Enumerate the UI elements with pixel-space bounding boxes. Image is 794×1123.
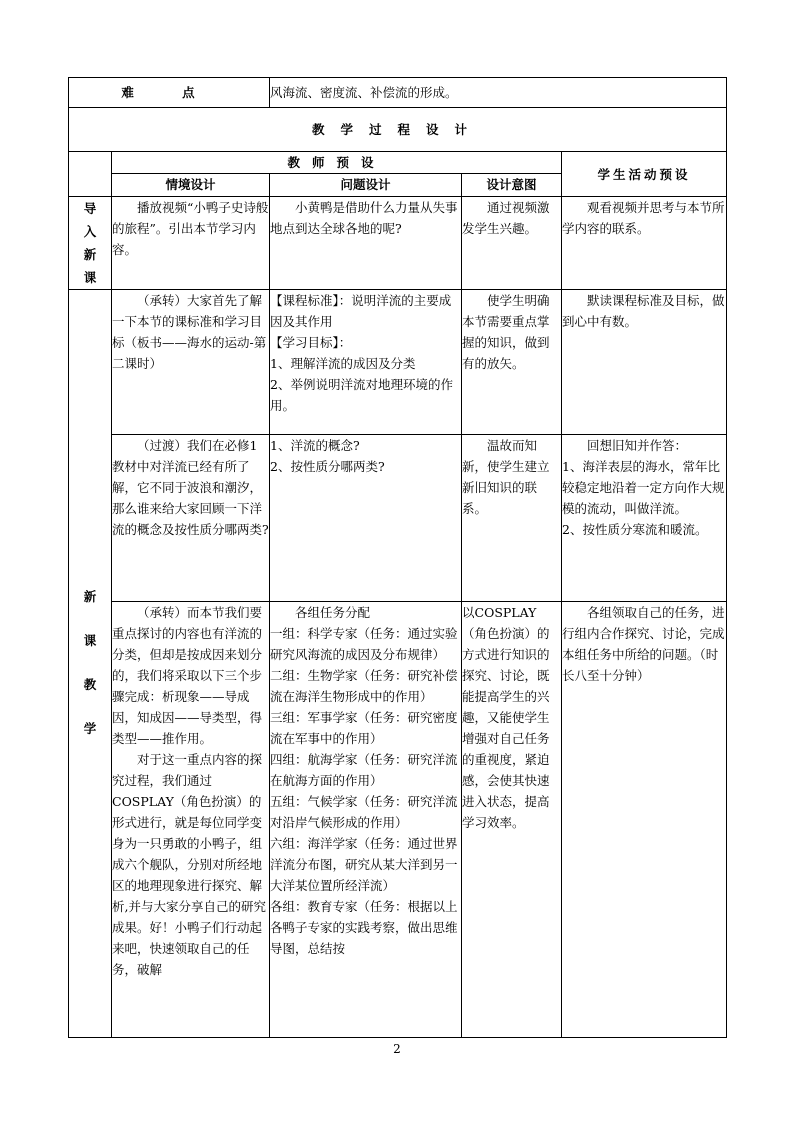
new2-situation: （过渡）我们在必修1教材中对洋流已经有所了解，它不同于波浪和潮汐，那么谁来给大家回顾一下洋流的概念及按性质分哪两类? [112, 435, 270, 602]
new2-question [270, 435, 462, 602]
new-row-1 [69, 290, 727, 435]
new1-question-line: 【学习目标】： [270, 335, 352, 350]
question-design-header: 问题设计 [270, 174, 462, 197]
new-row-2 [69, 435, 727, 602]
intro-row [69, 197, 727, 290]
situation-design-header: 情境设计 [112, 174, 270, 197]
intro-label [69, 197, 112, 290]
new3-question-line: 二组：生物学家（任务：研究补偿流在海洋生物形成中的作用） [270, 668, 458, 704]
new3-question-line: 六组：海洋学家（任务：通过世界洋流分布图，研究从某大洋到另一大洋某位置所经洋流） [270, 836, 458, 893]
process-title: 教学过程设计 [69, 108, 727, 152]
new1-question-line: 【课程标准】：说明洋流的主要成因及其作用 [270, 293, 452, 329]
intro-label-char: 课 [83, 270, 97, 285]
new2-student-line: 1、海洋表层的海水，常年比较稳定地沿着一定方向作大规模的流动，叫做洋流。 [562, 459, 725, 516]
new-lesson-label-char: 学 [83, 721, 97, 736]
nandian-text: 风海流、密度流、补偿流的形成。 [270, 85, 458, 100]
new1-intent: 使学生明确本节需要重点掌握的知识，做到有的放矢。 [462, 290, 562, 435]
new2-question-line: 2、按性质分哪两类? [270, 459, 385, 474]
corner-cell [69, 152, 112, 197]
new3-intent: 以COSPLAY（角色扮演）的方式进行知识的探究、讨论，既能提高学生的兴趣，又能使学生增强对自己任务的重视度，紧迫感，会使其快速进入状态，提高学习效率。 [462, 602, 562, 1038]
nandian-row [69, 78, 727, 108]
new3-question [270, 602, 462, 1038]
new1-question-line: 1、理解洋流的成因及分类 [270, 356, 416, 371]
nandian-label: 难 点 [69, 78, 270, 108]
new3-situation-p2: 对于这一重点内容的探究过程，我们通过COSPLAY（角色扮演）的形式进行，就是每位同学变身为一只勇敢的小鸭子，组成六个舰队，分别对所经地区的地理现象进行探究、解析,并与大家分享自己的研究成果。好！小鸭子们行动起来吧，快速领取自己的任务，破解 [112, 752, 266, 977]
intro-label-char: 导 [83, 201, 97, 216]
new2-student-line: 2、按性质分寒流和暖流。 [562, 522, 708, 537]
new1-student: 默读课程标准及目标，做到心中有数。 [562, 290, 727, 435]
new-lesson-label-char: 课 [83, 633, 97, 648]
nandian-content [270, 78, 727, 108]
new2-question-line: 1、洋流的概念? [270, 438, 360, 453]
new3-question-line: 各组：教育专家（任务：根据以上各鸭子专家的实践考察，做出思维导图，总结按 [270, 899, 458, 956]
intro-intent: 通过视频激发学生兴趣。 [462, 197, 562, 290]
lesson-plan-table [68, 77, 727, 1038]
new3-question-title: 各组任务分配 [295, 605, 371, 620]
new-lesson-label [69, 290, 112, 1038]
intro-situation: 播放视频“小鸭子史诗般的旅程”。引出本节学习内容。 [112, 197, 270, 290]
page-number: 2 [393, 1042, 401, 1056]
intro-label-char: 入 [83, 224, 97, 239]
new3-question-line: 一组：科学专家（任务：通过实验研究风海流的成因及分布规律） [270, 626, 458, 662]
new3-situation [112, 602, 270, 1038]
new1-question [270, 290, 462, 435]
new2-intent: 温故而知新，使学生建立新旧知识的联系。 [462, 435, 562, 602]
teacher-preset-header: 教师预设 [112, 152, 562, 174]
new1-question-line: 2、举例说明洋流对地理环境的作用。 [270, 377, 453, 413]
new2-student-line: 回想旧知并作答： [587, 438, 688, 453]
intro-label-char: 新 [83, 247, 97, 262]
new-row-3 [69, 602, 727, 1038]
intro-question: 小黄鸭是借助什么力量从失事地点到达全球各地的呢? [270, 197, 462, 290]
new3-situation-p1: （承转）而本节我们要重点探讨的内容也有洋流的分类，但却是按成因来划分的，我们将采取以下三个步骤完成：析现象——导成因，知成因——导类型，得类型——推作用。 [112, 605, 263, 746]
design-intent-header: 设计意图 [462, 174, 562, 197]
intro-student: 观看视频并思考与本节所学内容的联系。 [562, 197, 727, 290]
new1-situation: （承转）大家首先了解一下本节的课标准和学习目标（板书——海水的运动-第二课时） [112, 290, 270, 435]
new3-question-line: 四组：航海学家（任务：研究洋流在航海方面的作用） [270, 752, 458, 788]
teacher-header-row [69, 152, 727, 174]
new3-question-line: 三组：军事学家（任务：研究密度流在军事中的作用） [270, 710, 458, 746]
new3-question-line: 五组：气候学家（任务：研究洋流对沿岸气候形成的作用） [270, 794, 458, 830]
new3-student: 各组领取自己的任务，进行组内合作探究、讨论，完成本组任务中所给的问题。（时长八至十分钟） [562, 602, 727, 1038]
new2-student [562, 435, 727, 602]
new-lesson-label-char: 教 [83, 677, 97, 692]
process-title-row [69, 108, 727, 152]
new-lesson-label-char: 新 [83, 589, 97, 604]
student-preset-header: 学生活动预设 [562, 152, 727, 197]
